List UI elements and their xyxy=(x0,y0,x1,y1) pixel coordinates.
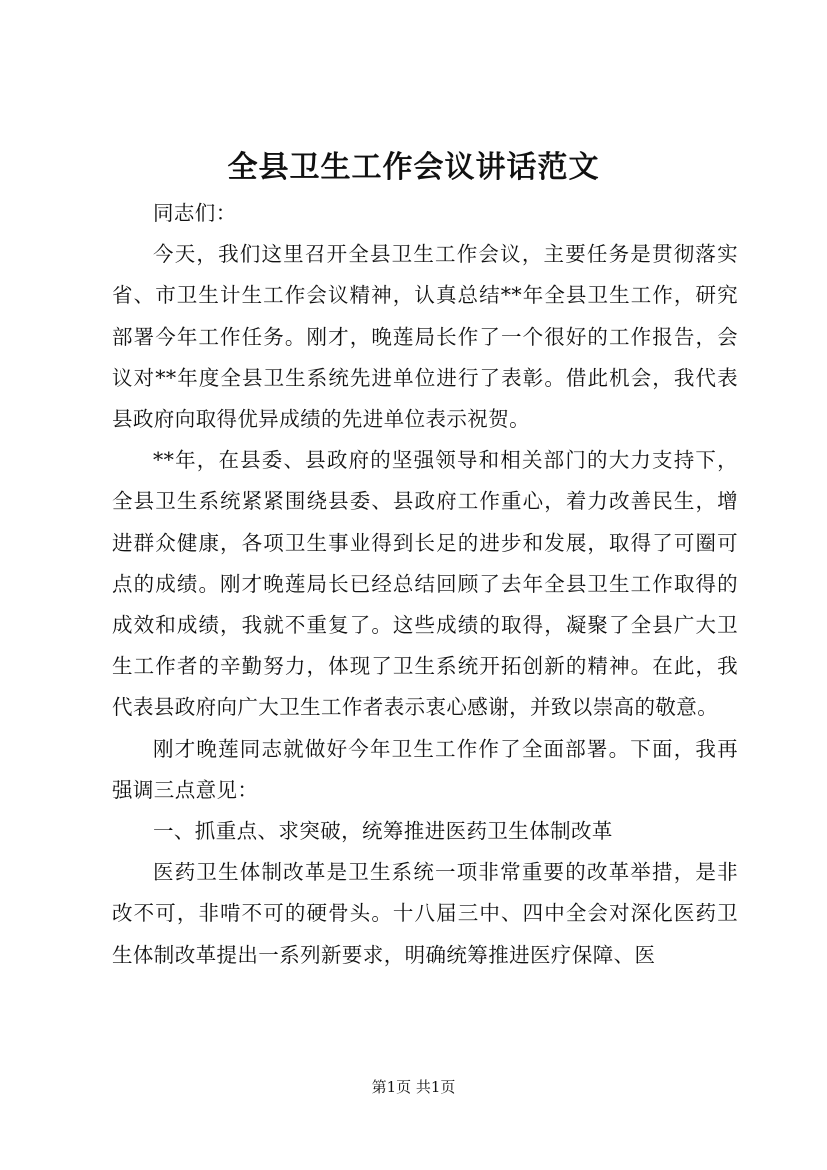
section-heading-1: 一、抓重点、求突破，统筹推进医药卫生体制改革 xyxy=(153,819,613,844)
document-body xyxy=(112,193,738,976)
paragraph-achievements: **年，在县委、县政府的坚强领导和相关部门的大力支持下，全县卫生系统紧紧围绕县委、县政府工作重心，着力改善民生，增进群众健康，各项卫生事业得到长足的进步和发展，取得了可圈可点的成绩。刚才晚莲局长已经总结回顾了去年全县卫生工作取得的成效和成绩，我就不重复了。这些成绩的取得，凝聚了全县广大卫生工作者的辛勤努力，体现了卫生系统开拓创新的精神。在此，我代表县政府向广大卫生工作者表示衷心感谢，并致以崇高的敬意。 xyxy=(112,448,738,720)
document-title: 全县卫生工作会议讲话范文 xyxy=(227,150,600,185)
page-number-footer: 第1页 共1页 xyxy=(371,1078,456,1096)
paragraph-opening: 今天，我们这里召开全县卫生工作会议，主要任务是贯彻落实省、市卫生计生工作会议精神，认真总结**年全县卫生工作，研究部署今年工作任务。刚才，晚莲局长作了一个很好的工作报告，会议对**年度全县卫生系统先进单位进行了表彰。借此机会，我代表县政府向取得优异成绩的先进单位表示祝贺。 xyxy=(112,242,738,432)
paragraph-transition: 刚才晚莲同志就做好今年卫生工作作了全面部署。下面，我再强调三点意见： xyxy=(112,736,738,802)
paragraph-salutation: 同志们： xyxy=(153,201,237,225)
paragraph-reform: 医药卫生体制改革是卫生系统一项非常重要的改革举措，是非改不可，非啃不可的硬骨头。十八届三中、四中全会对深化医药卫生体制改革提出一系列新要求，明确统筹推进医疗保障、医 xyxy=(112,860,738,967)
